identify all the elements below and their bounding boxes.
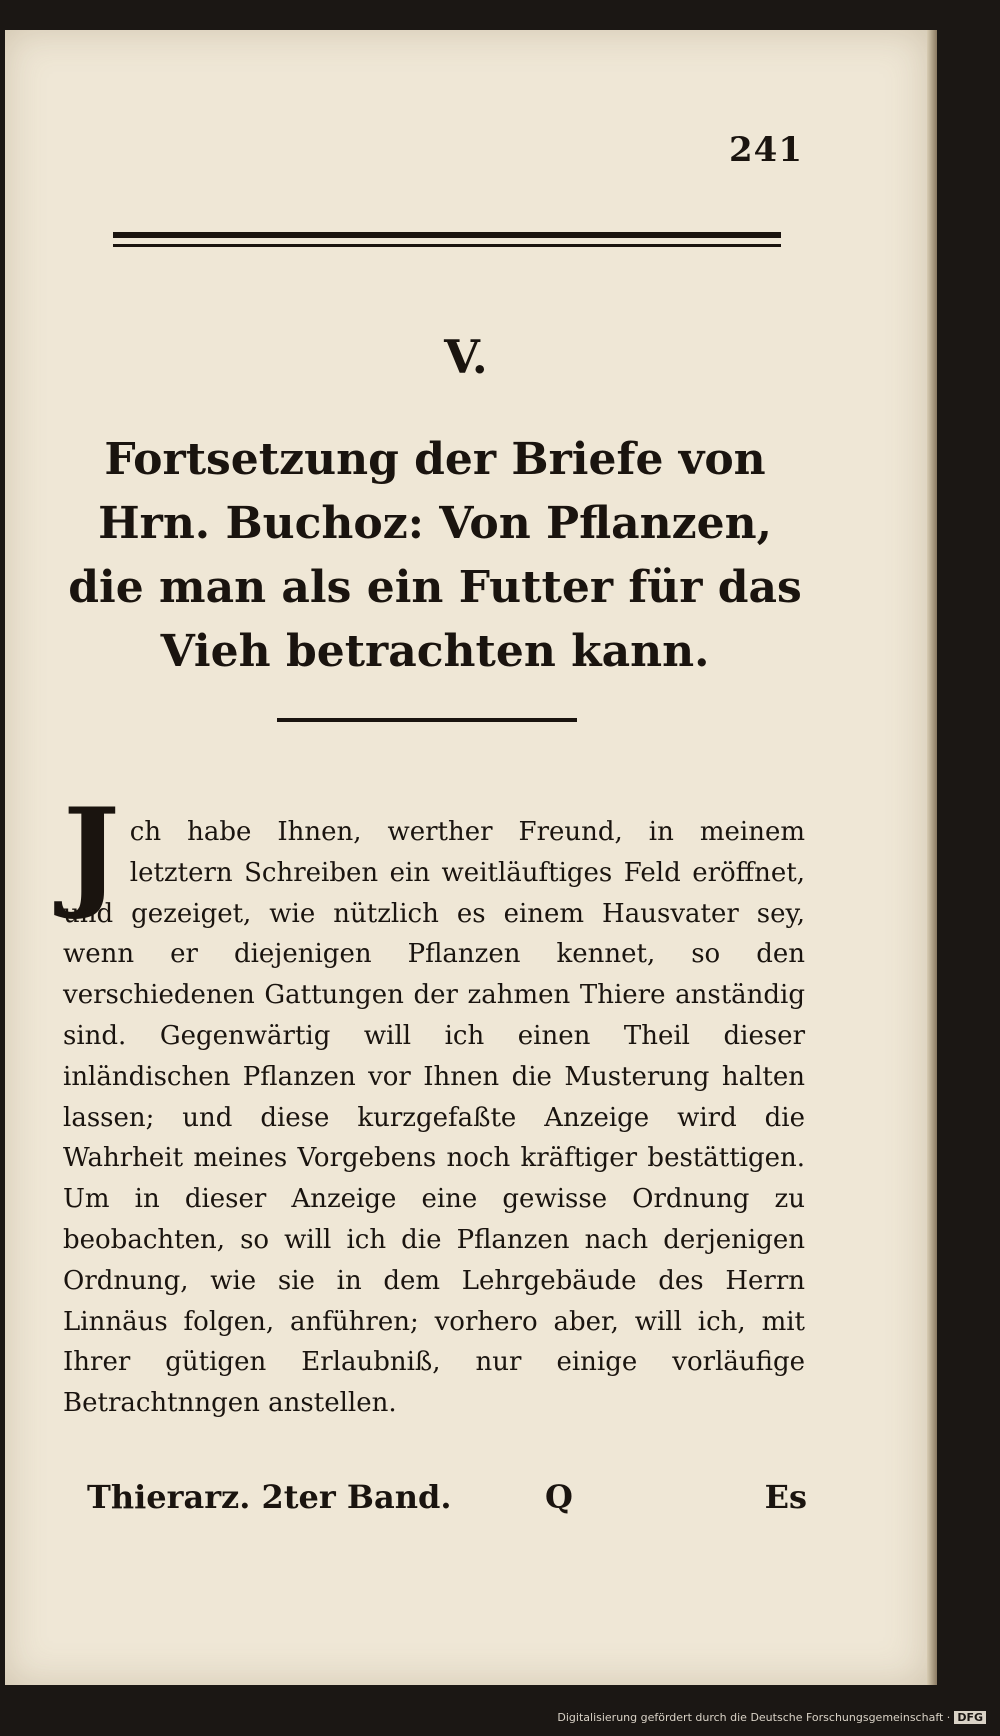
page-number: 241 bbox=[729, 130, 803, 170]
body-text: ch habe Ihnen, werther Freund, in meinem letztern Schreiben ein weitläuftiges Feld eröffnet, und gezeiget, wie nützlich es einem Hausvater sey, wenn er diejenigen Pflanzen kennet, so den verschiedenen Gattungen der zahmen Thiere anständig sind. Gegenwärtig will ich einen Theil dieser inländischen Pflanzen vor Ihnen die Musterung halten lassen; und diese kurzgefaßte Anzeige wird die Wahrheit meines Vorgebens noch kräftiger bestättigen. Um in dieser Anzeige eine gewisse Ordnung zu beobachten, so will ich die Pflanzen nach derjenigen Ordnung, wie sie in dem Lehrgebäude des Herrn Linnäus folgen, anführen; vorhero aber, will ich, mit Ihrer gütigen Erlaubniß, nur einige vorläufige Betrachtnngen anstellen. bbox=[63, 817, 805, 1419]
credit-text: Digitalisierung gefördert durch die Deutsche Forschungsgemeinschaft · bbox=[557, 1711, 951, 1724]
drop-cap: J bbox=[63, 782, 120, 923]
footer-title: Thierarz. 2ter Band. bbox=[87, 1478, 452, 1516]
dfg-logo: DFG bbox=[954, 1711, 986, 1724]
page-footer bbox=[87, 1478, 807, 1528]
chapter-numeral: V. bbox=[444, 330, 488, 384]
header-rule bbox=[113, 232, 781, 238]
title-rule bbox=[277, 718, 577, 722]
header-rule-thin bbox=[113, 244, 781, 247]
body-paragraph bbox=[63, 782, 805, 1424]
catchword: Es bbox=[764, 1478, 807, 1516]
page-edge bbox=[927, 30, 937, 1685]
chapter-title: Fortsetzung der Briefe von Hrn. Buchoz: Von Pflanzen, die man als ein Futter für das Vieh betrachten kann. bbox=[68, 434, 802, 677]
digitization-credit bbox=[557, 1711, 986, 1724]
signature-mark: Q bbox=[545, 1478, 573, 1516]
book-page bbox=[5, 30, 927, 1685]
